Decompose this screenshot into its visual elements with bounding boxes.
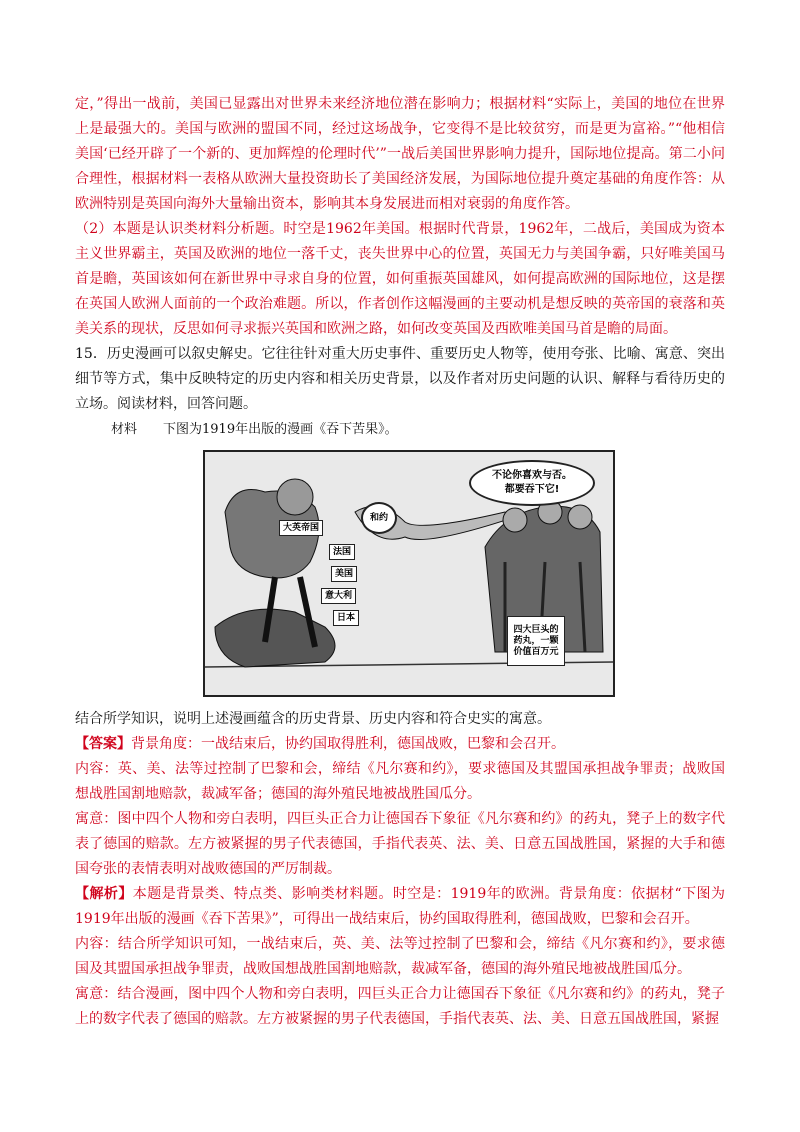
question-prompt: 结合所学知识，说明上述漫画蕴含的历史背景、历史内容和符合史实的寓意。: [75, 711, 551, 727]
answer-paragraph-2: （2）本题是认识类材料分析题。时空是1962年美国。根据时代背景，1962年，二战后，美国成为资本主义世界霸主，英国及欧洲的地位一落千丈，丧失世界中心的位置，英国无力与美国争霸，只好唯美国马首是瞻，英国该如何在新世界中寻求自身的位置，如何重振英国雄风，如何提高欧洲的国际地位，这是摆在英国人欧洲人面前的一个政治难题。所以，作者创作这幅漫画的主要动机是想反映的英帝国的衰落和英美关系的现状，反思如何寻求振兴英国和欧洲之路，如何改变英国及西欧唯美国马首是瞻的局面。: [75, 221, 725, 337]
answer-paragraph-1: 定，”得出一战前，美国已显露出对世界未来经济地位潜在影响力；根据材料“实际上，美国的地位在世界上是最强大的。美国与欧洲的盟国不同，经过这场战争，它变得不是比较贫穷，而是更为富裕。”“他相信美国‘已经开辟了一个新的、更加辉煌的伦理时代’”一战后美国世界影响力提升，国际地位提高。第二小问合理性，根据材料一表格从欧洲大量投资助长了美国经济发展，为国际地位提升奠定基础的角度作答：从欧洲特别是英国向海外大量输出资本，影响其本身发展进而相对衰弱的角度作答。: [75, 96, 725, 212]
bubble-line-1: 不论你喜欢与否。: [492, 470, 572, 481]
analysis-meaning: 寓意：结合漫画，图中四个人物和旁白表明，四巨头正合力让德国吞下象征《凡尔赛和约》的药丸，凳子上的数字代表了德国的赔款。左方被紧握的男子代表德国，手指代表英、法、美、日意五国战胜国，紧握: [75, 986, 725, 1027]
treaty-pill: 和约: [361, 502, 397, 534]
label-france: 法国: [329, 544, 355, 560]
question-15-text: 15．历史漫画可以叙史解史。它往往针对重大历史事件、重要历史人物等，使用夸张、比喻、寓意、突出细节等方式，集中反映特定的历史内容和相关历史背景，以及作者对历史问题的认识、解释与看待历史的立场。阅读材料，回答问题。: [75, 346, 725, 412]
analysis-content: 内容：结合所学知识可知，一战结束后，英、美、法等过控制了巴黎和会，缔结《凡尔赛和约》，要求德国及其盟国承担战争罪责，战败国想战胜国割地赔款，裁减军备，德国的海外殖民地被战胜国瓜分。: [75, 936, 725, 977]
analysis-intro: [75, 882, 725, 932]
answer-content: 内容：英、美、法等过控制了巴黎和会，缔结《凡尔赛和约》，要求德国及其盟国承担战争罪责；战败国想战胜国割地赔款，裁减军备；德国的海外殖民地被战胜国瓜分。: [75, 761, 725, 802]
stool-label: [507, 616, 565, 666]
material-caption: 材料 下图为1919年出版的漫画《吞下苦果》。: [111, 422, 398, 437]
label-british-empire: 大英帝国: [279, 520, 323, 536]
answer-background: [75, 732, 725, 757]
document-page: [75, 92, 725, 1032]
analysis-tag: 【解析】: [75, 886, 133, 902]
label-usa: 美国: [331, 566, 357, 582]
answer-background-text: 背景角度：一战结束后，协约国取得胜利，德国战败，巴黎和会召开。: [131, 736, 565, 752]
bubble-line-2: 都要吞下它!: [504, 484, 560, 495]
label-japan: 日本: [333, 610, 359, 626]
answer-meaning: 寓意：图中四个人物和旁白表明，四巨头正合力让德国吞下象征《凡尔赛和约》的药丸，凳子上的数字代表了德国的赔款。左方被紧握的男子代表德国，手指代表英、法、美、日意五国战胜国，紧握的大手和德国夸张的表情表明对战败德国的严厉制裁。: [75, 811, 725, 877]
stool-line-3: 价值百万元: [513, 646, 559, 657]
stool-line-2: 药丸，一颗: [513, 635, 559, 646]
answer-tag: 【答案】: [75, 736, 131, 752]
stool-line-1: 四大巨头的: [513, 624, 559, 635]
cartoon-figure: [203, 450, 615, 697]
label-italy: 意大利: [321, 588, 356, 604]
analysis-intro-text: 本题是背景类、特点类、影响类材料题。时空是：1919年的欧洲。背景角度：依据材“下图为1919年出版的漫画《吞下苦果》”，可得出一战结束后，协约国取得胜利，德国战败，巴黎和会召开。: [75, 886, 725, 927]
speech-bubble: [469, 460, 595, 506]
